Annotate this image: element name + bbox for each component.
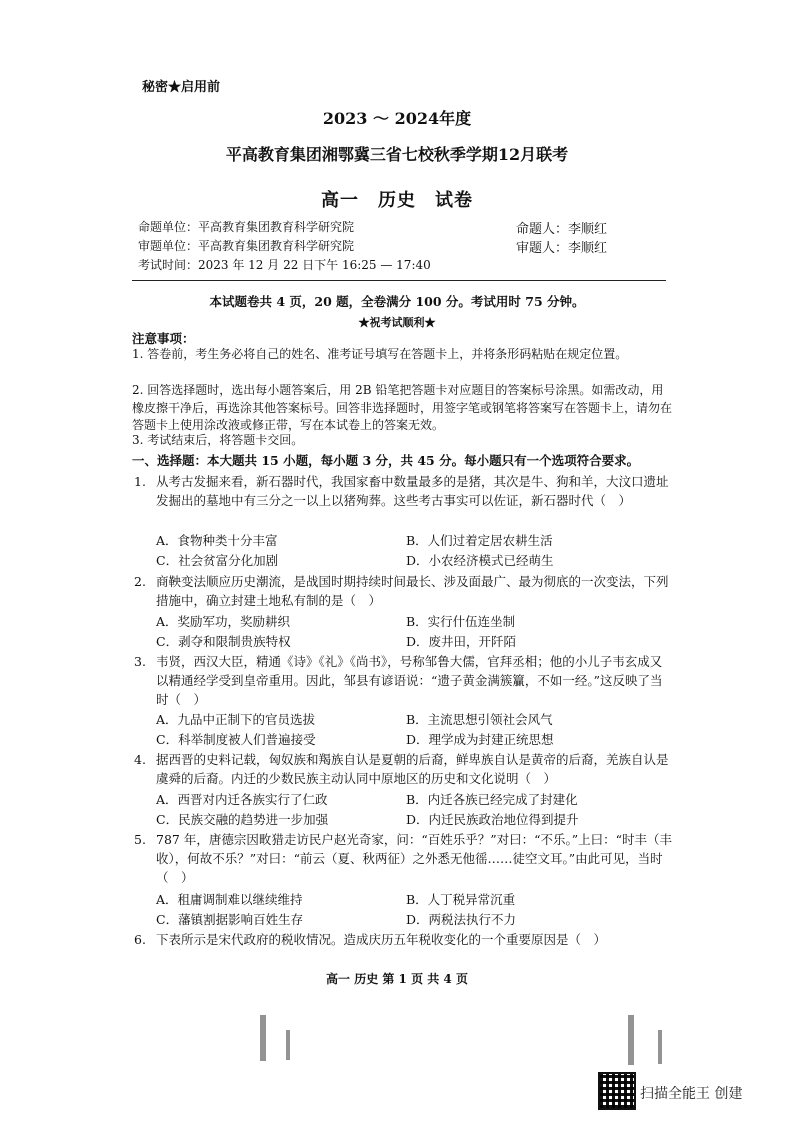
- section-heading: 一、选择题：本大题共 15 小题，每小题 3 分，共 45 分。每小题只有一个选项符合要求。: [132, 453, 640, 468]
- proposer-name: 命题人：李顺红: [516, 222, 608, 237]
- question-3: [134, 652, 674, 709]
- option-d[interactable]: D．内迁民族政治地位得到提升: [406, 812, 579, 827]
- option-d[interactable]: D．理学成为封建正统思想: [406, 732, 554, 747]
- question-4: [134, 750, 674, 788]
- option-d[interactable]: D．两税法执行不力: [406, 912, 517, 927]
- scan-smudge: [286, 1030, 290, 1060]
- option-b[interactable]: B．内迁各族已经完成了封建化: [406, 792, 578, 807]
- notes-title: 注意事项：: [132, 331, 195, 346]
- scan-smudge: [628, 1015, 634, 1065]
- question-stem: 下表所示是宋代政府的税收情况。造成庆历五年税收变化的一个重要原因是（ ）: [156, 932, 607, 947]
- option-a[interactable]: A．西晋对内迁各族实行了仁政: [156, 792, 328, 807]
- option-b[interactable]: B．人丁税异常沉重: [406, 892, 516, 907]
- note-item: 1. 答卷前，考生务必将自己的姓名、准考证号填写在答题卡上，并将条形码粘贴在规定位置。: [132, 347, 628, 361]
- scan-smudge: [260, 1015, 266, 1061]
- option-b[interactable]: B．人们过着定居农耕生活: [406, 533, 553, 548]
- option-a[interactable]: A．九品中正制下的官员选拔: [156, 712, 316, 727]
- option-a[interactable]: A．奖励军功，奖励耕织: [156, 614, 291, 629]
- scanner-watermark: 扫描全能王 创建: [640, 1086, 743, 1102]
- question-stem: 韦贤，西汉大臣，精通《诗》《礼》《尚书》，号称邹鲁大儒，官拜丞相；他的小儿子韦玄成又以精通经学受到皇帝重用。因此，邹县有谚语说：“遗子黄金满簇籯，不如一经。”这反映了当时（ ）: [156, 654, 663, 707]
- option-b[interactable]: B．主流思想引领社会风气: [406, 712, 553, 727]
- option-c[interactable]: C．藩镇割据影响百姓生存: [156, 912, 304, 927]
- option-a[interactable]: A．食物种类十分丰富: [156, 533, 278, 548]
- question-stem: 从考古发掘来看，新石器时代，我国家畜中数量最多的是猪，其次是牛、狗和羊，大汶口遗址发掘出的墓地中有三分之一以上以猪殉葬。这些考古事实可以佐证，新石器时代（ ）: [156, 474, 669, 508]
- header-divider: [132, 280, 666, 281]
- question-number: 4.: [134, 752, 146, 767]
- proposer-unit: 命题单位：平高教育集团教育科学研究院: [138, 220, 355, 234]
- question-number: 6.: [134, 932, 146, 947]
- qr-code-icon: [598, 1072, 636, 1110]
- page-footer: 高一 历史 第 1 页 共 4 页: [326, 972, 468, 986]
- question-number: 1.: [134, 474, 146, 489]
- question-number: 5.: [134, 832, 146, 847]
- good-luck-wish: ★祝考试顺利★: [358, 316, 436, 329]
- reviewer-name: 审题人：李顺红: [516, 241, 608, 256]
- question-number: 2.: [134, 574, 146, 589]
- exam-title: 平高教育集团湘鄂冀三省七校秋季学期12月联考: [225, 145, 569, 164]
- note-item: 2. 回答选择题时，选出每小题答案后，用 2B 铅笔把答题卡对应题目的答案标号涂黑。如需改动，用橡皮擦干净后，再选涂其他答案标号。回答非选择题时，用签字笔或钢笔将答案写在答题卡上，请勿在答题卡上使用涂改液或修正带，写在本试卷上的答案无效。: [132, 383, 673, 432]
- note-item: 3. 考试结束后，将答题卡交回。: [132, 433, 304, 447]
- question-stem: 787 年，唐德宗因畋猎走访民户赵光奇家，问：“百姓乐乎？”对曰：“不乐。”上曰：“时丰（丰收），何故不乐？”对曰：“前云（夏、秋两征）之外悉无他徭……徒空文耳。”由此可见，当时（ ）: [156, 832, 673, 885]
- exam-time: 考试时间：2023 年 12 月 22 日下午 16:25 — 17:40: [138, 258, 431, 272]
- academic-year: 2023 ～ 2024年度: [322, 109, 472, 128]
- option-d[interactable]: D．废井田，开阡陌: [406, 634, 517, 649]
- reviewer-unit: 审题单位：平高教育集团教育科学研究院: [138, 239, 355, 253]
- question-5: [134, 830, 674, 887]
- question-6: [134, 930, 674, 949]
- option-b[interactable]: B．实行什伍连坐制: [406, 614, 516, 629]
- option-c[interactable]: C．科举制度被人们普遍接受: [156, 732, 316, 747]
- option-c[interactable]: C．社会贫富分化加剧: [156, 553, 279, 568]
- option-c[interactable]: C．剥夺和限制贵族特权: [156, 634, 291, 649]
- question-stem: 商鞅变法顺应历史潮流，是战国时期持续时间最长、涉及面最广、最为彻底的一次变法，下列措施中，确立封建土地私有制的是（ ）: [156, 574, 669, 608]
- subject-title: 高一 历史 试卷: [321, 190, 473, 211]
- question-1: [134, 472, 674, 510]
- scan-smudge: [658, 1030, 662, 1064]
- secret-label: 秘密★启用前: [142, 80, 221, 95]
- question-number: 3.: [134, 654, 146, 669]
- question-2: [134, 572, 674, 610]
- question-stem: 据西晋的史料记载，匈奴族和羯族自认是夏朝的后裔，鲜卑族自认是黄帝的后裔，羌族自认是虞舜的后裔。内迁的少数民族主动认同中原地区的历史和文化说明（ ）: [156, 752, 669, 786]
- option-d[interactable]: D．小农经济模式已经萌生: [406, 553, 554, 568]
- option-c[interactable]: C．民族交融的趋势进一步加强: [156, 812, 329, 827]
- exam-summary: 本试题卷共 4 页，20 题，全卷满分 100 分。考试用时 75 分钟。: [209, 294, 585, 309]
- option-a[interactable]: A．租庸调制难以继续维持: [156, 892, 303, 907]
